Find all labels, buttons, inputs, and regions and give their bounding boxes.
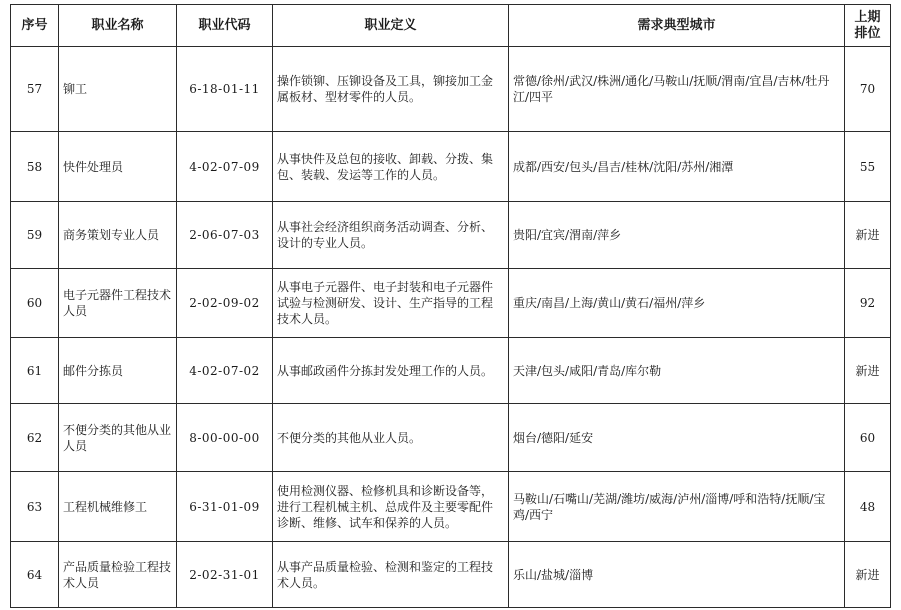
cell-name: 工程机械维修工 [59,472,177,542]
table-row [11,47,891,132]
cell-name: 产品质量检验工程技术人员 [59,542,177,608]
cell-definition: 从事电子元器件、电子封装和电子元器件试验与检测研发、设计、生产指导的工程技术人员。 [273,269,509,338]
table-row [11,542,891,608]
cell-last-rank: 新进 [845,542,891,608]
cell-no: 61 [11,338,59,404]
cell-last-rank: 92 [845,269,891,338]
cell-definition: 操作锁铆、压铆设备及工具，铆接加工金属板材、型材零件的人员。 [273,47,509,132]
cell-name: 快件处理员 [59,132,177,202]
cell-no: 64 [11,542,59,608]
cell-cities: 天津/包头/咸阳/青岛/库尔勒 [509,338,845,404]
table-row [11,472,891,542]
table-row [11,269,891,338]
cell-code: 4-02-07-02 [177,338,273,404]
cell-definition: 不便分类的其他从业人员。 [273,404,509,472]
cell-cities: 常德/徐州/武汉/株洲/通化/马鞍山/抚顺/渭南/宜昌/吉林/牡丹江/四平 [509,47,845,132]
cell-no: 62 [11,404,59,472]
cell-no: 58 [11,132,59,202]
table-body [11,47,891,608]
table-row [11,338,891,404]
cell-cities: 贵阳/宜宾/渭南/萍乡 [509,202,845,269]
cell-cities: 重庆/南昌/上海/黄山/黄石/福州/萍乡 [509,269,845,338]
header-name: 职业名称 [59,5,177,47]
cell-name: 电子元器件工程技术人员 [59,269,177,338]
cell-no: 60 [11,269,59,338]
cell-cities: 马鞍山/石嘴山/芜湖/潍坊/威海/泸州/淄博/呼和浩特/抚顺/宝鸡/西宁 [509,472,845,542]
cell-code: 6-18-01-11 [177,47,273,132]
cell-cities: 乐山/盐城/淄博 [509,542,845,608]
cell-last-rank: 48 [845,472,891,542]
cell-no: 59 [11,202,59,269]
header-cities: 需求典型城市 [509,5,845,47]
table-row [11,202,891,269]
table-header [11,5,891,47]
cell-code: 2-02-31-01 [177,542,273,608]
cell-name: 铆工 [59,47,177,132]
cell-code: 2-06-07-03 [177,202,273,269]
header-last-rank [845,5,891,47]
header-no: 序号 [11,5,59,47]
cell-definition: 从事社会经济组织商务活动调查、分析、设计的专业人员。 [273,202,509,269]
header-definition: 职业定义 [273,5,509,47]
occupation-table [10,4,891,608]
header-last-rank-line2: 排位 [854,25,881,41]
cell-code: 4-02-07-09 [177,132,273,202]
cell-last-rank: 新进 [845,338,891,404]
table-row [11,132,891,202]
cell-cities: 成都/西安/包头/昌吉/桂林/沈阳/苏州/湘潭 [509,132,845,202]
cell-definition: 从事邮政函件分拣封发处理工作的人员。 [273,338,509,404]
header-row [11,5,891,47]
cell-no: 57 [11,47,59,132]
cell-last-rank: 新进 [845,202,891,269]
table-row [11,404,891,472]
cell-definition: 从事快件及总包的接收、卸载、分拨、集包、装载、发运等工作的人员。 [273,132,509,202]
cell-definition: 从事产品质量检验、检测和鉴定的工程技术人员。 [273,542,509,608]
cell-last-rank: 60 [845,404,891,472]
cell-name: 不便分类的其他从业人员 [59,404,177,472]
cell-name: 商务策划专业人员 [59,202,177,269]
cell-last-rank: 70 [845,47,891,132]
cell-code: 8-00-00-00 [177,404,273,472]
cell-code: 2-02-09-02 [177,269,273,338]
cell-no: 63 [11,472,59,542]
cell-last-rank: 55 [845,132,891,202]
cell-name: 邮件分拣员 [59,338,177,404]
cell-definition: 使用检测仪器、检修机具和诊断设备等，进行工程机械主机、总成件及主要零配件诊断、维修、试车和保养的人员。 [273,472,509,542]
cell-code: 6-31-01-09 [177,472,273,542]
header-code: 职业代码 [177,5,273,47]
cell-cities: 烟台/德阳/延安 [509,404,845,472]
header-last-rank-line1: 上期 [854,9,881,25]
